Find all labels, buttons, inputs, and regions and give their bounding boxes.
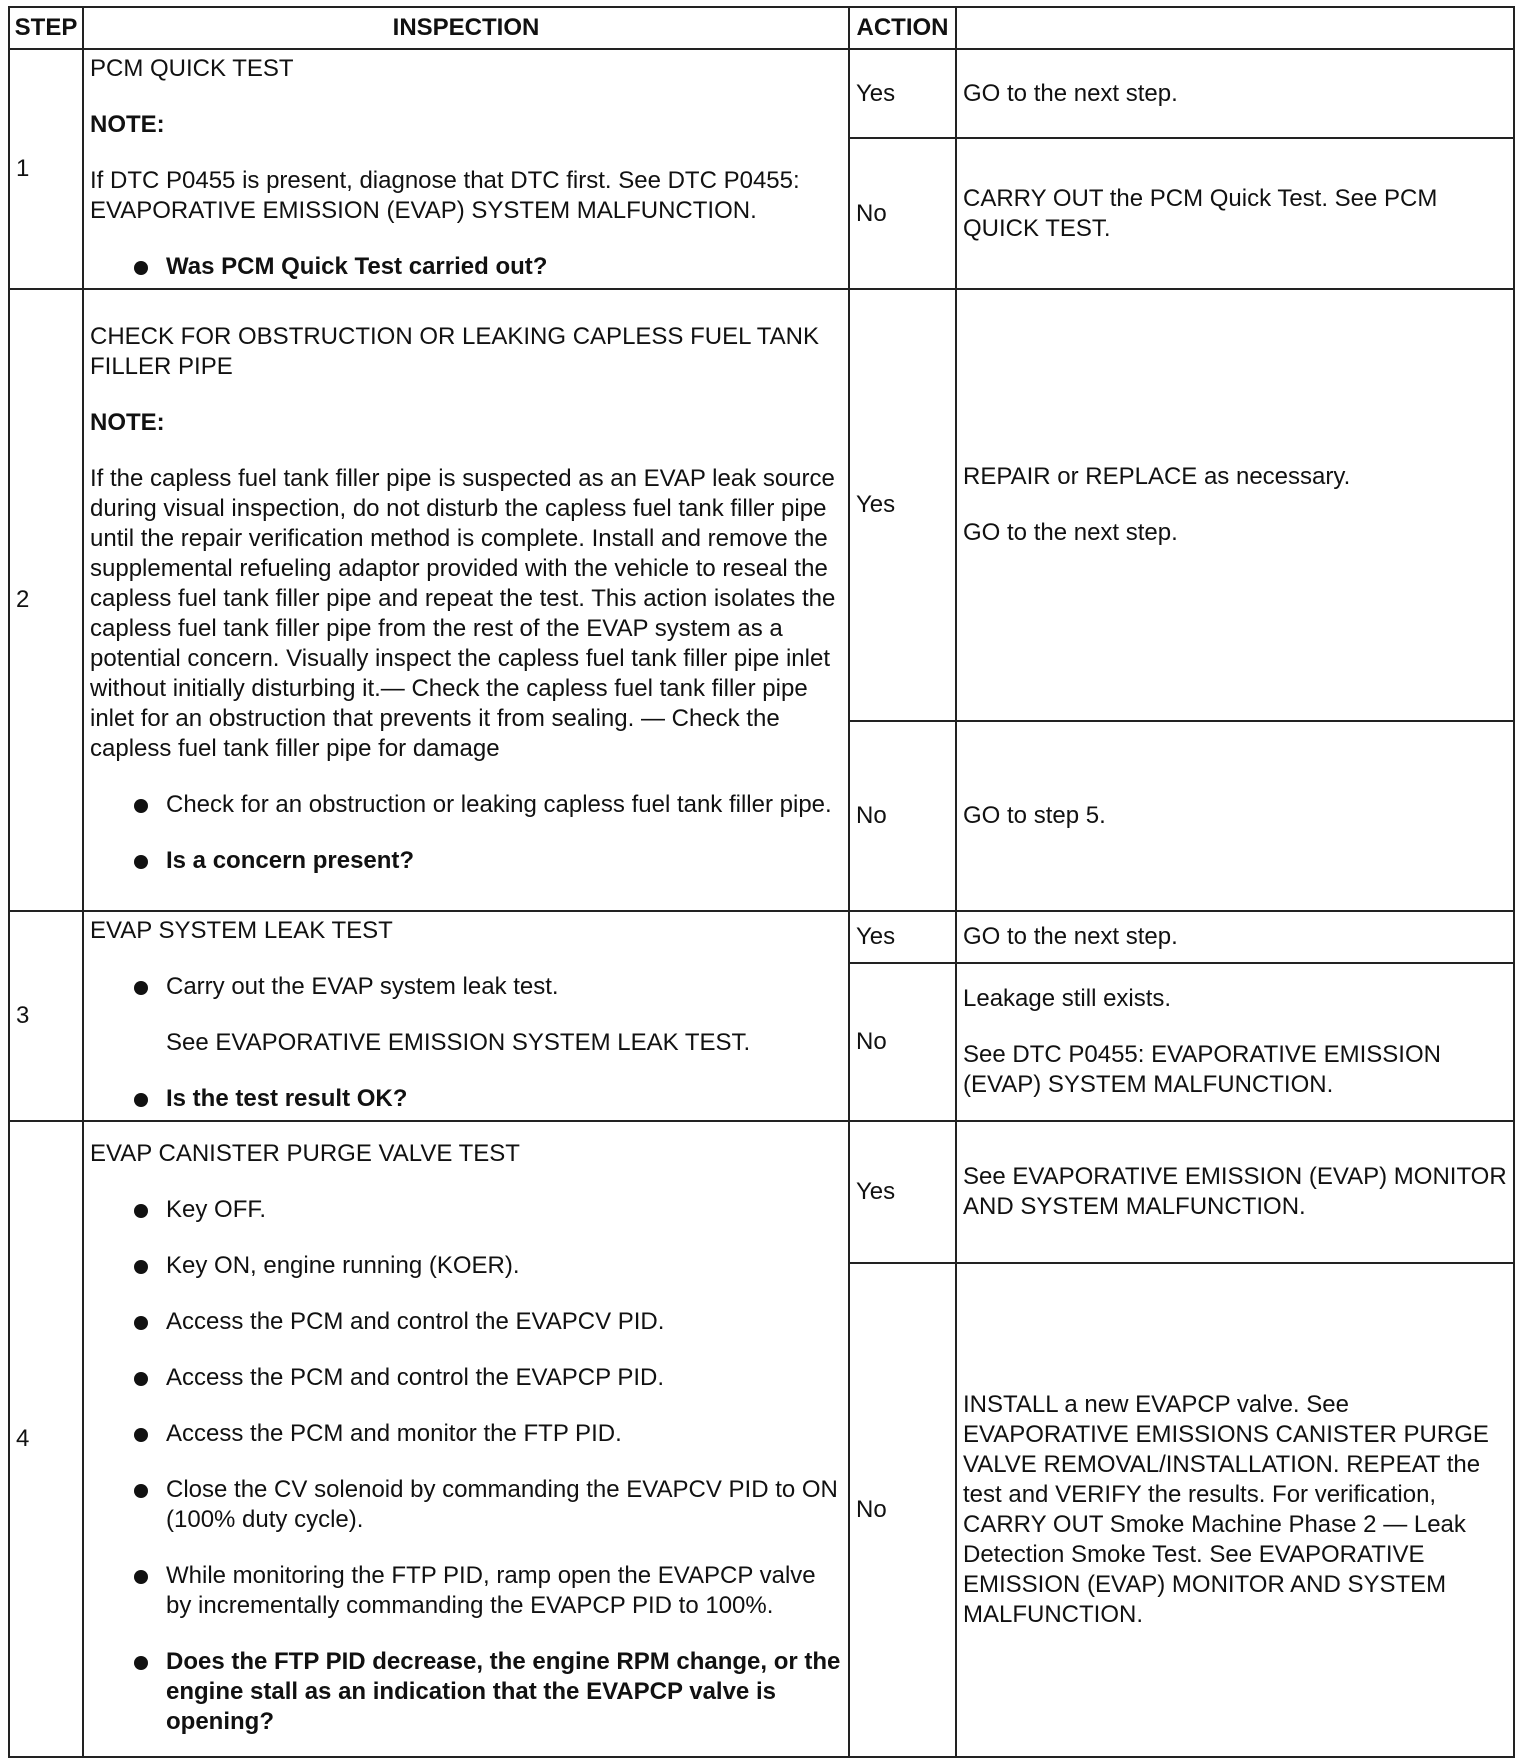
no-action: INSTALL a new EVAPCP valve. See EVAPORATIVE EMISSIONS CANISTER PURGE VALVE REMOVAL/INSTALLATION. REPEAT the test and VERIFY the results. For verification, CARRY OUT Smoke Machine Phase 2 — Leak Detection Smoke Test. See EVAPORATIVE EMISSION (EVAP) MONITOR AND SYSTEM MALFUNCTION. bbox=[956, 1263, 1514, 1757]
step-number: 3 bbox=[9, 911, 83, 1121]
step-2-inspection bbox=[83, 289, 849, 911]
question: Is the test result OK? bbox=[90, 1084, 842, 1114]
yes-label: Yes bbox=[849, 49, 956, 138]
bullet-icon bbox=[134, 1260, 148, 1274]
bullet-icon bbox=[134, 1316, 148, 1330]
note-text: If the capless fuel tank filler pipe is suspected as an EVAP leak source during visual inspection, do not disturb the capless fuel tank filler pipe until the repair verification method is complete. Install and remove the supplemental refueling adaptor provided with the vehicle to reseal the capless fuel tank filler pipe and repeat the test. This action isolates the capless fuel tank filler pipe from the rest of the EVAP system as a potential concern. Visually inspect the capless fuel tank filler pipe inlet without initially disturbing it.— Check the capless fuel tank filler pipe inlet for an obstruction that prevents it from sealing. — Check the capless fuel tank filler pipe for damage bbox=[90, 465, 836, 762]
no-action bbox=[956, 963, 1514, 1121]
bullet-icon bbox=[134, 1204, 148, 1218]
bullet-icon bbox=[134, 1570, 148, 1584]
bullet-item: Access the PCM and monitor the FTP PID. bbox=[90, 1419, 842, 1449]
header-row bbox=[9, 7, 1514, 49]
no-action-line: Leakage still exists. bbox=[963, 984, 1172, 1012]
question: Was PCM Quick Test carried out? bbox=[90, 252, 842, 282]
no-label: No bbox=[849, 963, 956, 1121]
step-title: CHECK FOR OBSTRUCTION OR LEAKING CAPLESS FUEL TANK FILLER PIPE bbox=[90, 323, 820, 380]
yes-label: Yes bbox=[849, 911, 956, 963]
bullet-item: Key OFF. bbox=[90, 1195, 842, 1225]
no-label: No bbox=[849, 1263, 956, 1757]
no-label: No bbox=[849, 721, 956, 911]
header-step: STEP bbox=[9, 7, 83, 49]
bullet-icon bbox=[134, 1372, 148, 1386]
yes-action-line: REPAIR or REPLACE as necessary. bbox=[963, 463, 1351, 490]
bullet-icon bbox=[134, 799, 148, 813]
bullet-item: Carry out the EVAP system leak test. See EVAPORATIVE EMISSION SYSTEM LEAK TEST. bbox=[90, 972, 842, 1058]
step-number: 2 bbox=[9, 289, 83, 911]
diagnostic-table bbox=[8, 6, 1515, 1758]
no-action-line: See DTC P0455: EVAPORATIVE EMISSION (EVAP) SYSTEM MALFUNCTION. bbox=[963, 1040, 1441, 1098]
yes-action: See EVAPORATIVE EMISSION (EVAP) MONITOR AND SYSTEM MALFUNCTION. bbox=[956, 1121, 1514, 1263]
bullet-item: Key ON, engine running (KOER). bbox=[90, 1251, 842, 1281]
bullet-icon bbox=[134, 981, 148, 995]
step-2-yes-row bbox=[9, 289, 1514, 721]
yes-action: GO to the next step. bbox=[956, 49, 1514, 138]
step-1-yes-row bbox=[9, 49, 1514, 138]
bullet-icon bbox=[134, 1093, 148, 1107]
note-label: NOTE: bbox=[90, 111, 165, 138]
bullet-item: Access the PCM and control the EVAPCP PID. bbox=[90, 1363, 842, 1393]
note-text: If DTC P0455 is present, diagnose that DTC first. See DTC P0455: EVAPORATIVE EMISSION (EVAP) SYSTEM MALFUNCTION. bbox=[90, 167, 800, 224]
note-label: NOTE: bbox=[90, 409, 165, 436]
yes-label: Yes bbox=[849, 289, 956, 721]
step-title: PCM QUICK TEST bbox=[90, 55, 294, 82]
step-3-inspection bbox=[83, 911, 849, 1121]
bullet-item: Close the CV solenoid by commanding the EVAPCV PID to ON (100% duty cycle). bbox=[90, 1475, 842, 1535]
step-4-inspection bbox=[83, 1121, 849, 1757]
bullet-icon bbox=[134, 1484, 148, 1498]
step-3-yes-row bbox=[9, 911, 1514, 963]
bullet-subline: See EVAPORATIVE EMISSION SYSTEM LEAK TEST. bbox=[166, 1029, 751, 1056]
question: Does the FTP PID decrease, the engine RPM change, or the engine stall as an indication that the EVAPCP valve is opening? bbox=[90, 1647, 842, 1737]
yes-action-line: GO to the next step. bbox=[963, 519, 1178, 546]
bullet-item: Access the PCM and control the EVAPCV PID. bbox=[90, 1307, 842, 1337]
bullet-item: Check for an obstruction or leaking capless fuel tank filler pipe. bbox=[90, 790, 842, 820]
bullet-icon bbox=[134, 1428, 148, 1442]
step-title: EVAP CANISTER PURGE VALVE TEST bbox=[90, 1140, 520, 1167]
question: Is a concern present? bbox=[90, 846, 842, 876]
header-inspection: INSPECTION bbox=[83, 7, 849, 49]
yes-action: GO to the next step. bbox=[956, 911, 1514, 963]
no-action: CARRY OUT the PCM Quick Test. See PCM QUICK TEST. bbox=[956, 138, 1514, 289]
yes-label: Yes bbox=[849, 1121, 956, 1263]
bullet-icon bbox=[134, 261, 148, 275]
bullet-item: While monitoring the FTP PID, ramp open the EVAPCP valve by incrementally commanding the EVAPCP PID to 100%. bbox=[90, 1561, 842, 1621]
header-action: ACTION bbox=[849, 7, 956, 49]
yes-action bbox=[956, 289, 1514, 721]
step-number: 1 bbox=[9, 49, 83, 289]
no-label: No bbox=[849, 138, 956, 289]
step-title: EVAP SYSTEM LEAK TEST bbox=[90, 917, 393, 944]
no-action: GO to step 5. bbox=[956, 721, 1514, 911]
bullet-icon bbox=[134, 1656, 148, 1670]
header-blank bbox=[956, 7, 1514, 49]
step-4-yes-row bbox=[9, 1121, 1514, 1263]
step-number: 4 bbox=[9, 1121, 83, 1757]
bullet-icon bbox=[134, 855, 148, 869]
step-1-inspection bbox=[83, 49, 849, 289]
